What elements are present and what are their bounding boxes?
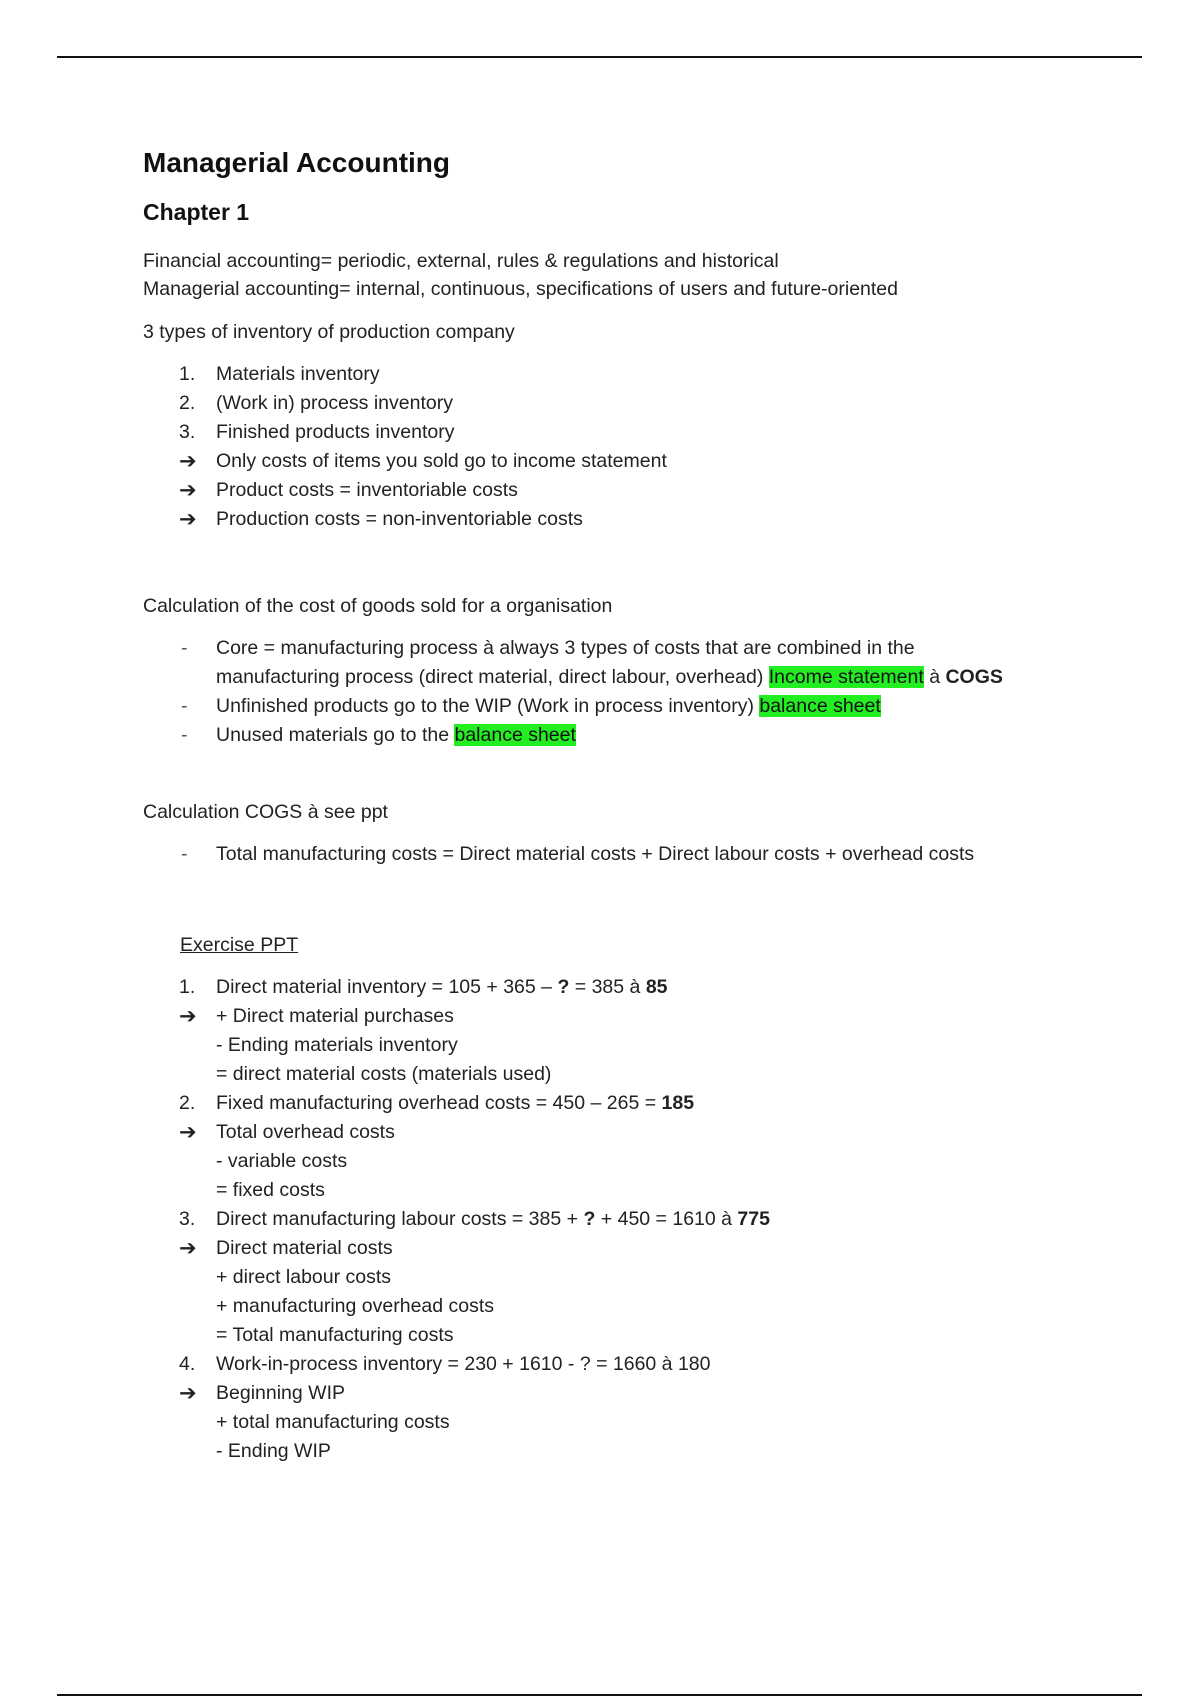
answer-value: 185: [661, 1092, 695, 1114]
list-item: + direct labour costs: [216, 1266, 392, 1288]
arrow-icon: ➔: [179, 1121, 197, 1144]
list-item: ➔ Only costs of items you sold go to income statement: [143, 447, 1103, 476]
dash-icon: -: [181, 843, 188, 865]
arrow-icon: ➔: [179, 508, 197, 531]
calc-list: [143, 840, 1103, 869]
list-item: ➔ Direct material costs: [143, 1234, 1103, 1263]
highlight-income-statement: Income statement: [768, 666, 924, 688]
list-item: 2. (Work in) process inventory: [143, 389, 1103, 418]
item-number: 1.: [179, 976, 196, 998]
item-number: 3.: [179, 1208, 196, 1230]
answer-value: 775: [737, 1208, 770, 1230]
list-item: ➔ + Direct material purchases: [143, 1002, 1103, 1031]
calc-heading: Calculation COGS à see ppt: [143, 801, 388, 823]
exercise-heading: Exercise PPT: [180, 934, 299, 956]
list-item: - Ending WIP: [216, 1440, 331, 1462]
document-page: [143, 143, 1103, 1466]
item-number: 4.: [179, 1353, 196, 1375]
inventory-heading: 3 types of inventory of production company: [143, 321, 515, 343]
list-item: = Total manufacturing costs: [216, 1324, 454, 1346]
exercise-item: 2. Fixed manufacturing overhead costs = 450 – 265 = 185: [143, 1089, 1103, 1118]
highlight-balance-sheet: balance sheet: [759, 695, 881, 717]
intro-line: Managerial accounting= internal, continuous, specifications of users and future-oriented: [143, 278, 898, 300]
item-number: 2.: [179, 392, 196, 414]
item-number: 1.: [179, 363, 196, 385]
arrow-icon: ➔: [179, 450, 197, 473]
dash-icon: -: [181, 695, 188, 717]
chapter-heading: Chapter 1: [143, 199, 250, 225]
exercise-list: [143, 973, 1103, 1466]
item-number: 3.: [179, 421, 196, 443]
arrow-icon: ➔: [179, 1005, 197, 1028]
list-item: ➔ Product costs = inventoriable costs: [143, 476, 1103, 505]
document-title: Managerial Accounting: [143, 147, 451, 178]
dash-icon: -: [181, 637, 188, 659]
arrow-icon: ➔: [179, 1382, 197, 1405]
arrow-icon: ➔: [179, 1237, 197, 1260]
list-item: - Total manufacturing costs = Direct material costs + Direct labour costs + overhead costs: [143, 840, 1103, 869]
list-item: 3. Finished products inventory: [143, 418, 1103, 447]
list-item: + total manufacturing costs: [216, 1411, 450, 1433]
cogs-list: [143, 634, 1103, 750]
list-item: - variable costs: [216, 1150, 348, 1172]
exercise-item: 4. Work-in-process inventory = 230 + 1610 - ? = 1660 à 180: [143, 1350, 1103, 1379]
exercise-item: 1. Direct material inventory = 105 + 365 – ? = 385 à 85: [143, 973, 1103, 1002]
header-rule: [57, 56, 1142, 58]
list-item: - Unfinished products go to the WIP (Work in process inventory) balance sheet: [143, 692, 1103, 721]
list-item: ➔ Total overhead costs: [143, 1118, 1103, 1147]
bold-cogs: COGS: [945, 666, 1003, 688]
list-item: + manufacturing overhead costs: [216, 1295, 495, 1317]
list-item: = fixed costs: [216, 1179, 325, 1201]
inventory-list: [143, 360, 1103, 534]
list-item: = direct material costs (materials used): [216, 1063, 552, 1085]
list-item: ➔ Beginning WIP: [143, 1379, 1103, 1408]
footer-rule: [57, 1694, 1142, 1696]
list-item: ➔ Production costs = non-inventoriable costs: [143, 505, 1103, 534]
list-item: 1. Materials inventory: [143, 360, 1103, 389]
list-item: - Unused materials go to the balance sheet: [143, 721, 1103, 750]
item-number: 2.: [179, 1092, 196, 1114]
exercise-item: 3. Direct manufacturing labour costs = 385 + ? + 450 = 1610 à 775: [143, 1205, 1103, 1234]
intro-line: Financial accounting= periodic, external, rules & regulations and historical: [143, 250, 779, 272]
list-item: - Ending materials inventory: [216, 1034, 458, 1056]
answer-value: 85: [645, 976, 668, 998]
cogs-heading: Calculation of the cost of goods sold for a organisation: [143, 595, 613, 617]
arrow-icon: ➔: [179, 479, 197, 502]
list-item: - Core = manufacturing process à always 3 types of costs that are combined in the manufacturing process (direct material, direct labour, overhead) Income statement à COGS: [143, 634, 1103, 692]
highlight-balance-sheet: balance sheet: [454, 724, 576, 746]
dash-icon: -: [181, 724, 188, 746]
intro-paragraph: [143, 247, 1103, 303]
